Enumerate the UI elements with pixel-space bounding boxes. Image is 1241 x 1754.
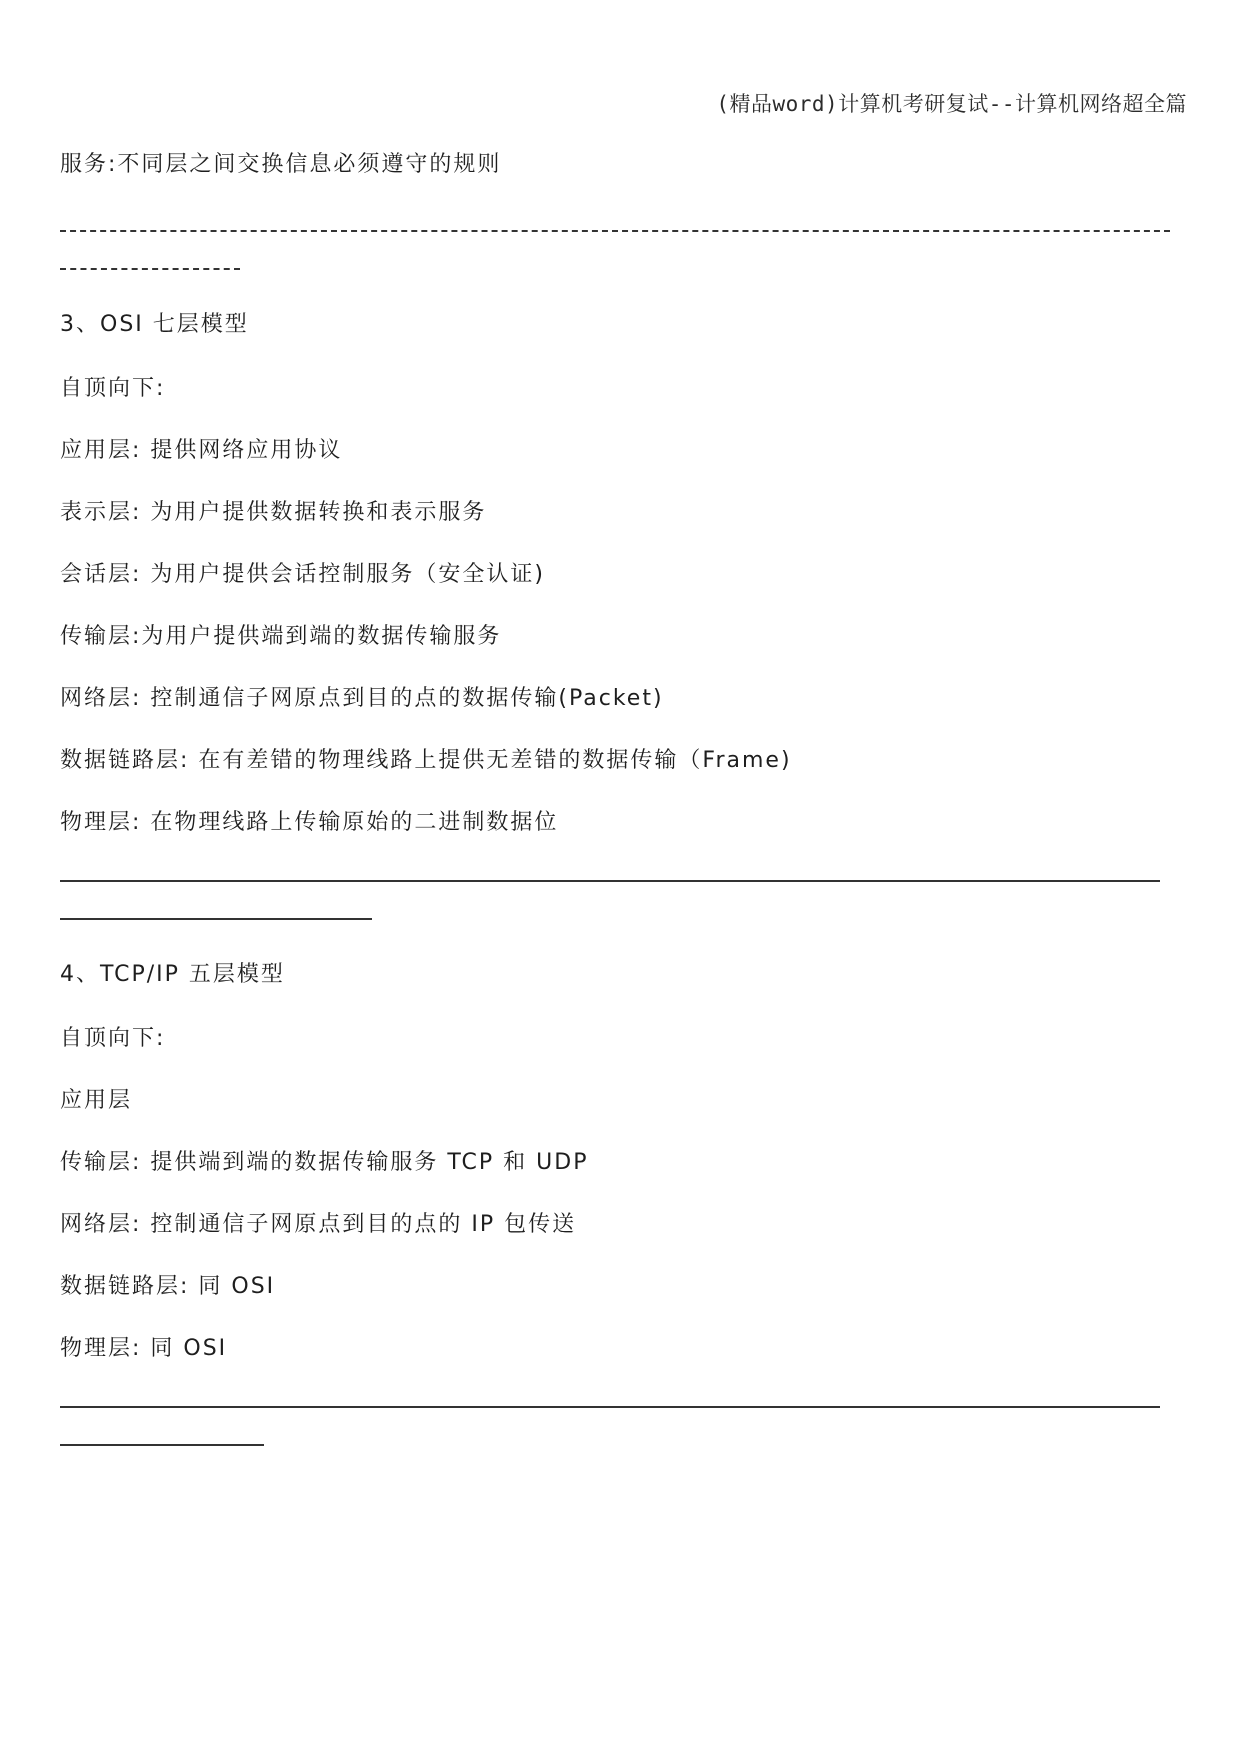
- osi-presentation-text: 表示层: 为用户提供数据转换和表示服务: [60, 500, 487, 525]
- text-line-osi-application: [60, 436, 1180, 498]
- osi-physical-text: 物理层: 在物理线路上传输原始的二进制数据位: [60, 810, 559, 835]
- text-line-osi-network: [60, 684, 1180, 746]
- tcp-top-down-text: 自顶向下:: [60, 1026, 166, 1051]
- text-line-tcp-network: [60, 1210, 1180, 1272]
- tcp-title-text: 4、TCP/IP 五层模型: [60, 962, 285, 987]
- separator-line: [60, 1406, 1160, 1408]
- text-line-osi-physical: [60, 808, 1180, 850]
- text-line-tcp-transport: [60, 1148, 1180, 1210]
- separator-rule-3: [60, 1376, 1180, 1486]
- tcp-physical-text: 物理层: 同 OSI: [60, 1336, 228, 1361]
- page-header: (精品word)计算机考研复试--计算机网络超全篇: [716, 92, 1187, 116]
- separator-line: [60, 918, 372, 920]
- heading-osi: [60, 310, 1180, 374]
- text-line-osi-presentation: [60, 498, 1180, 560]
- separator-rule-2: [60, 850, 1180, 960]
- tcp-application-text: 应用层: [60, 1088, 133, 1113]
- separator-line: [60, 230, 1170, 232]
- text-line-tcp-datalink: [60, 1272, 1180, 1334]
- text-line-tcp-physical: [60, 1334, 1180, 1376]
- osi-top-down-text: 自顶向下:: [60, 376, 166, 401]
- text-line-tcp-application: [60, 1086, 1180, 1148]
- osi-session-text: 会话层: 为用户提供会话控制服务（安全认证): [60, 562, 545, 587]
- service-text: 服务:不同层之间交换信息必须遵守的规则: [60, 152, 502, 177]
- text-line-tcp-top-down: [60, 1024, 1180, 1086]
- text-line-osi-session: [60, 560, 1180, 622]
- document-body: [60, 150, 1180, 1486]
- separator-line: [60, 880, 1160, 882]
- text-line-osi-top-down: [60, 374, 1180, 436]
- separator-line: [60, 268, 240, 270]
- osi-title-text: 3、OSI 七层模型: [60, 312, 249, 337]
- heading-tcpip: [60, 960, 1180, 1024]
- text-line-osi-transport: [60, 622, 1180, 684]
- osi-transport-text: 传输层:为用户提供端到端的数据传输服务: [60, 624, 502, 649]
- text-line-service: [60, 150, 1180, 220]
- separator-rule-1: [60, 220, 1180, 310]
- tcp-datalink-text: 数据链路层: 同 OSI: [60, 1274, 276, 1299]
- osi-network-text: 网络层: 控制通信子网原点到目的点的数据传输(Packet): [60, 686, 664, 711]
- osi-application-text: 应用层: 提供网络应用协议: [60, 438, 343, 463]
- separator-line: [60, 1444, 264, 1446]
- osi-datalink-text: 数据链路层: 在有差错的物理线路上提供无差错的数据传输（Frame): [60, 748, 792, 773]
- text-line-osi-datalink: [60, 746, 1180, 808]
- tcp-network-text: 网络层: 控制通信子网原点到目的点的 IP 包传送: [60, 1212, 577, 1237]
- tcp-transport-text: 传输层: 提供端到端的数据传输服务 TCP 和 UDP: [60, 1150, 589, 1175]
